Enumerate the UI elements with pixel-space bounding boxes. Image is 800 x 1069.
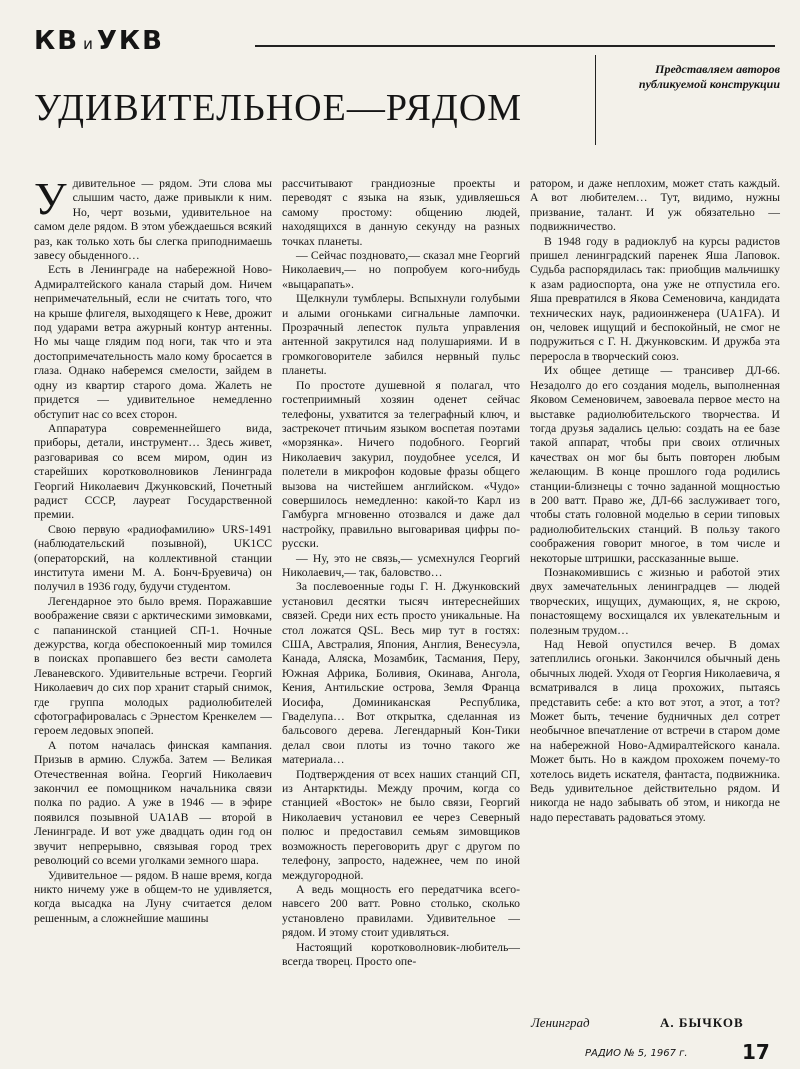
page-number: 17	[742, 1040, 770, 1064]
paragraph-text: дивительное — рядом. Эти слова мы слышим часто, даже привыкли к ним. Но, черт возьми, удивительное на самом деле рядом. В этом убеждаешься всякий раз, как только хоть бы слегка приподнимаешь завесу обыденного…	[34, 177, 272, 263]
paragraph: По простоте душевной я полагал, что гостеприимный хозяин оденет сейчас телефоны, ухватится за телеграфный ключ, и застрекочет птичьим языком воспетая поэтами «морзянка». Ничего подобного. Георгий Николаевич закурил, поудобнее уселся, И полетели в микрофон кодовые фразы общего вызова на чистейшем английском. «Чудо» совершилось немедленно: какой-то Карл из Гамбурга мгновенно отозвался и даже дал настройку, правильно выговаривая цифры по-русски.	[282, 378, 520, 551]
paragraph: Удивительное — рядом. В наше время, когда никто ничему уже в общем-то не удивляется, когда высадка на Луну считается делом решенным, а сложнейшие машины	[34, 868, 272, 925]
article-headline: УДИВИТЕЛЬНОЕ—РЯДОМ	[34, 87, 523, 129]
paragraph: В 1948 году в радиоклуб на курсы радистов пришел ленинградский паренек Яша Лаповок. Судьба распорядилась так: приобщив мальчишку к азам радиоспорта, она уже не отпустила его. Яша превратился в Якова Семеновича, кандидата технических наук, радиоинженера (UA1FA). И он, человек ищущий и беспокойный, не смог не подружиться с Г. Н. Джунковским. И дружба эта переросла в творческий союз.	[530, 234, 780, 363]
paragraph: Настоящий коротковолновик-любитель— всегда творец. Просто опе-	[282, 940, 520, 968]
section-kv: КВ	[34, 26, 80, 56]
column-3	[530, 177, 780, 825]
signature-place: Ленинград	[531, 1015, 590, 1030]
paragraph: Их общее детище — трансивер ДЛ-66. Незадолго до его создания модель, выполненная Яковом Семеновичем, завоевала первое место на выставке радиолюбительского творчества. И тогда друзья задались целью: создать на ее базе такой аппарат, чтобы при своих отличных качествах он мог бы быть повторен любым желающим. В конце прошлого года родились станции-близнецы с точно заданной мощностью в 200 ватт. Право же, ДЛ-66 заслуживает того, чтобы стать головной моделью в серии типовых радиолюбительских станций. В пользу такого соображения говорит многое, в том числе и некоторые штришки, рассказанные выше.	[530, 364, 780, 565]
paragraph: ратором, и даже неплохим, может стать каждый. А вот любителем… Тут, видимо, нужны призвание, талант. И уж обязательно — подвижничество.	[530, 177, 780, 234]
drop-cap: У	[34, 173, 67, 224]
paragraph: За послевоенные годы Г. Н. Джунковский установил десятки тысяч интереснейших связей. Среди них есть просто уникальные. На стол ложатся QSL. Весь мир тут в гостях: США, Австралия, Япония, Англия, Венесуэла, Канада, Аляска, Мозамбик, Тасмания, Перу, Южная Африка, Боливия, Окинава, Ангола, Кения, Антильские острова, Земля Франца Иосифа, Доминиканская Республика, Гваделупа… Вот открытка, сделанная из бальсового дерева. Легендарный Кон-Тики делал свои плоты из точно такого же материала…	[282, 580, 520, 767]
column-1	[34, 173, 272, 926]
paragraph: — Сейчас поздновато,— сказал мне Георгий Николаевич,— но попробуем кого-нибудь «выцарапать».	[282, 249, 520, 291]
paragraph: Познакомившись с жизнью и работой этих двух замечательных ленинградцев — людей творческих, ищущих, думающих, я, не скрою, понастоящему восхищался их увлекательным и полезным трудом…	[530, 565, 780, 637]
section-title	[34, 26, 164, 59]
section-and: и	[83, 35, 93, 53]
paragraph: Щелкнули тумблеры. Вспыхнули голубыми и алыми огоньками сигнальные лампочки. Прозрачный лепесток пульта управления антенной закрутился над полушариями. И в громкоговорителе забился нервный пульс планеты.	[282, 292, 520, 378]
paragraph: Свою первую «радиофамилию» URS-1491 (наблюдательский позывной), UK1CC (операторский, на коллективной станции института имени М. А. Бонч-Бруевича) он получил в 1936 году, будучи студентом.	[34, 522, 272, 594]
paragraph: Аппаратура современнейшего вида, приборы, детали, инструмент… Здесь живет, разговаривая со всем миром, один из старейших коротковолновиков Ленинграда Георгий Николаевич Джунковский, Почетный радист СССР, лауреат Государственной премии.	[34, 421, 272, 522]
note-divider	[595, 55, 596, 145]
top-rule	[255, 45, 775, 47]
paragraph: — Ну, это не связь,— усмехнулся Георгий Николаевич,— так, баловство…	[282, 551, 520, 579]
paragraph: Есть в Ленинграде на набережной Ново-Адмиралтейского канала старый дом. Ничем непримечательный, если не считать того, что на крыше флигеля, выходящего к Неве, дрожит под ударами ветра ажурный контур антенны. Но мы чаще глядим под ноги, так что и эта достопримечательность мало кому бросается в глаза. Однако наберемся смелости, зайдем в одну из квартир старого дома. Жалеть не придется — удивительное немедленно обступит нас со всех сторон.	[34, 263, 272, 421]
column-2	[282, 177, 520, 969]
paragraph: Легендарное это было время. Поражавшие воображение связи с арктическими зимовками, с папанинской станцией СП-1. Ночные дежурства, когда обеспокоенный мир томился в поисках пропавшего без вести самолета Леваневского. Удивительные встречи. Георгий Николаевич до сих пор хранит старый снимок, где группа молодых радиолюбителей сфотографировалась с Эрнестом Кренкелем — героем ледовых эпопей.	[34, 594, 272, 738]
section-ukv: УКВ	[96, 26, 164, 56]
paragraph: А потом началась финская кампания. Призыв в армию. Служба. Затем — Великая Отечественная война. Георгий Николаевич закончил ее помощником начальника связи полка по радио. А уже в 1946 — в эфире появился позывной UA1AB — второй в Ленинграде. И вот уже двадцать один год он звучит непрерывно, связывая город трех революций со всеми уголками земного шара.	[34, 738, 272, 868]
paragraph: А ведь мощность его передатчика всего-навсего 200 ватт. Ровно столько, сколько установлено правилами. Удивительное — рядом. И этому стоит удивляться.	[282, 882, 520, 940]
paragraph	[34, 173, 272, 263]
footer-journal: РАДИО № 5, 1967 г.	[585, 1048, 688, 1059]
paragraph: Над Невой опустился вечер. В домах затеплились огоньки. Закончился обычный день обычных людей. Уходя от Георгия Николаевича, я всматривался в лица прохожих, пытаясь представить себе: а кто вот этот, а этот, а тот? Может быть, течение будничных дел сотрет необычное впечатление от встречи в старом доме на набережной Ново-Адмиралтейского канала. Может быть. Но в каждом прохожем почему-то хотелось видеть искателя, фантаста, подвижника. Ведь удивительное действительно рядом. И никогда не надо забывать об этом, и никогда не надо переставать радоваться этому.	[530, 638, 780, 824]
signature-author: А. БЫЧКОВ	[660, 1015, 744, 1030]
paragraph: рассчитывают грандиозные проекты и переводят с языка на язык, удивляешься самому простому: общению людей, находящихся в данную секунду на разных точках планеты.	[282, 177, 520, 248]
author-note: Представляем авторов публикуемой конструкции	[638, 62, 780, 91]
paragraph: Подтверждения от всех наших станций СП, из Антарктиды. Между прочим, когда со станцией «Восток» не было связи, Георгий Николаевич установил ее через Северный полюс и предоставил семьям зимовщиков возможность переговорить друг с другом по телефону, запросто, надежнее, чем по иной междугородной.	[282, 767, 520, 882]
